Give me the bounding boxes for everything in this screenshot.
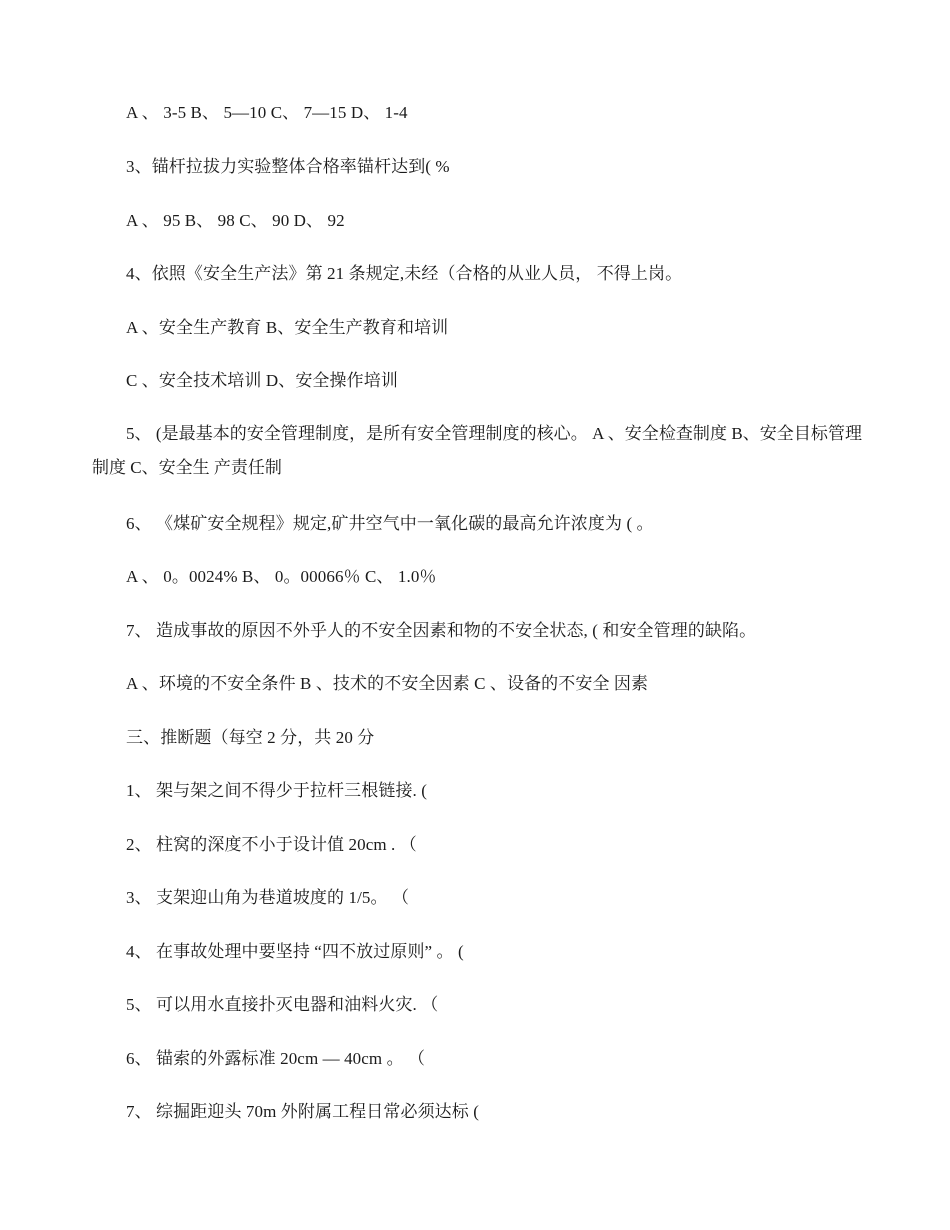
answer-options-q4-ab: A 、安全生产教育 B、安全生产教育和培训 [126,318,449,337]
judgment-item-7: 7、 综掘距迎头 70m 外附属工程日常必须达标 ( [126,1102,479,1121]
question-6: 6、 《煤矿安全规程》规定,矿井空气中一氧化碳的最高允许浓度为 ( 。 [126,514,654,533]
answer-options-q6: A 、 0。0024% B、 0。00066％ C、 1.0％ [126,567,437,586]
judgment-item-4: 4、 在事故处理中要坚持 “四不放过原则” 。 ( [126,942,464,961]
question-4: 4、依照《安全生产法》第 21 条规定,未经（合格的从业人员， 不得上岗。 [126,264,683,283]
judgment-item-6: 6、 锚索的外露标准 20cm — 40cm 。 （ [126,1049,426,1068]
answer-options-q3: A 、 95 B、 98 C、 90 D、 92 [126,211,345,230]
question-7: 7、 造成事故的原因不外乎人的不安全因素和物的不安全状态, ( 和安全管理的缺陷。 [126,621,757,640]
judgment-item-1: 1、 架与架之间不得少于拉杆三根链接. ( [126,781,428,800]
answer-options-q2: A 、 3-5 B、 5—10 C、 7—15 D、 1-4 [126,103,408,122]
section-heading-judgment: 三、推断题（每空 2 分，共 20 分 [126,728,375,747]
answer-options-q4-cd: C 、安全技术培训 D、安全操作培训 [126,371,398,390]
question-5: 5、 (是最基本的安全管理制度，是所有安全管理制度的核心。 A 、安全检查制度 B、安全目标管理制度 C、安全生 产责任制 [92,424,862,477]
judgment-item-5: 5、 可以用水直接扑灭电器和油料火灾. （ [126,995,439,1014]
answer-options-q7: A 、环境的不安全条件 B 、技术的不安全因素 C 、设备的不安全 因素 [126,674,649,693]
judgment-item-2: 2、 柱窝的深度不小于设计值 20cm . （ [126,835,417,854]
judgment-item-3: 3、 支架迎山角为巷道坡度的 1/5。 （ [126,888,410,907]
question-3: 3、锚杆拉拔力实验整体合格率锚杆达到( % [126,157,450,176]
